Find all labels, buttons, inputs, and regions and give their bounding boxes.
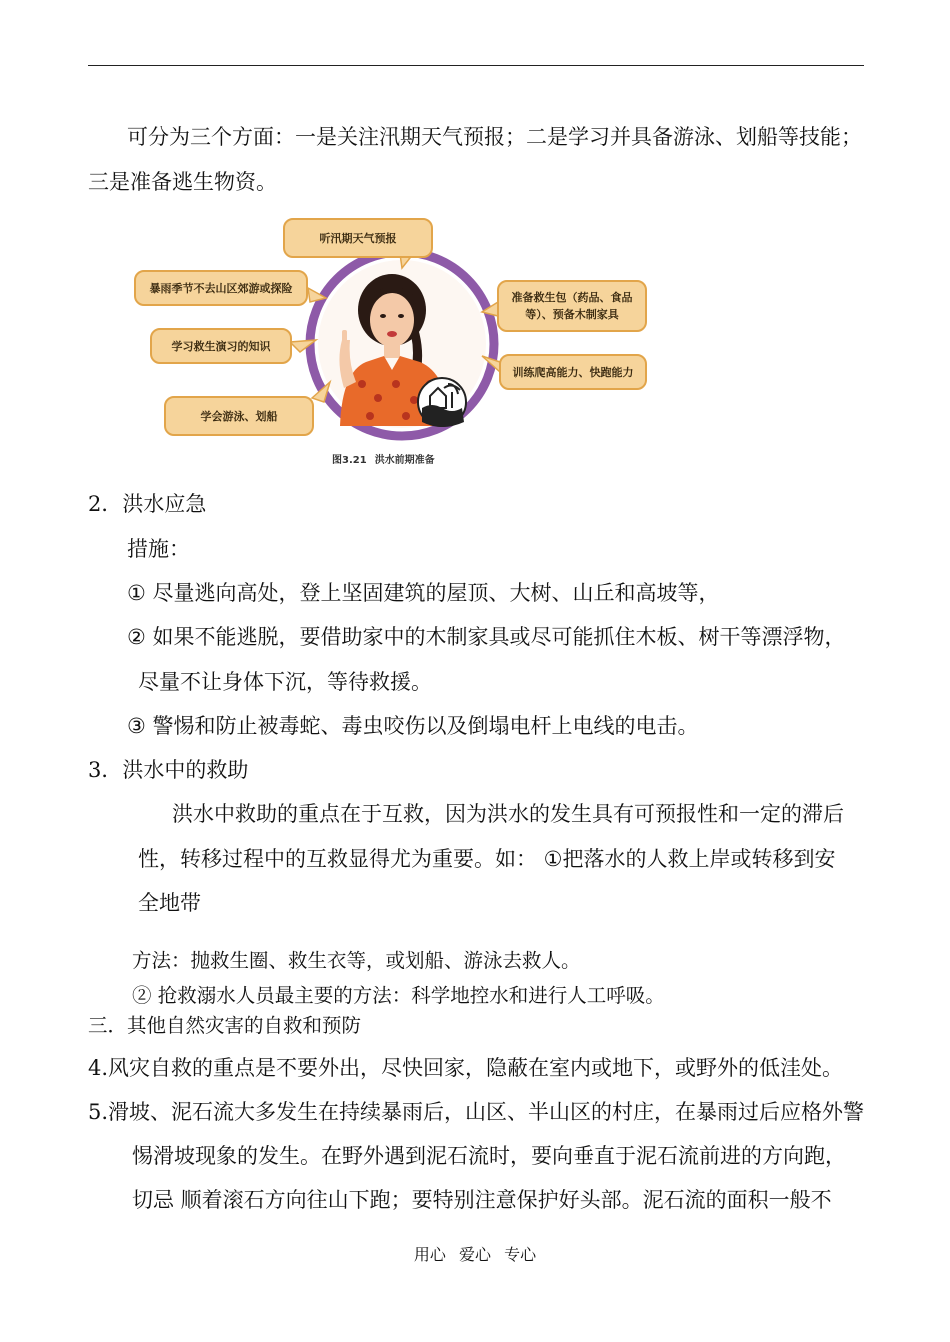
item-5-line-3: 切忌 顺着滚石方向往山下跑；要特别注意保护好头部。泥石流的面积一般不 xyxy=(132,1188,832,1212)
rescue-item-2: ② 抢救溺水人员最主要的方法：科学地控水和进行人工呼吸。 xyxy=(132,984,665,1007)
item-4 xyxy=(88,1054,843,1082)
item-5-line-2: 惕滑坡现象的发生。在野外遇到泥石流时，要向垂直于泥石流前进的方向跑， xyxy=(132,1144,846,1168)
bubble-rescue-drill-knowledge: 学习救生演习的知识 xyxy=(150,328,292,364)
rescue-method: 方法：抛救生圈、救生衣等，或划船、游泳去救人。 xyxy=(132,949,581,972)
section-2-title: 洪水应急 xyxy=(122,492,207,516)
section-3-heading xyxy=(88,756,248,784)
item-5-line-1 xyxy=(88,1098,864,1126)
item-5-number: 5. xyxy=(88,1100,109,1124)
figure-caption-number: 图3.21 xyxy=(332,455,367,466)
page-footer xyxy=(0,1244,950,1266)
measure-item-2-line-1: ② 如果不能逃脱，要借助家中的木制家具或尽可能抓住木板、树干等漂浮物， xyxy=(127,625,846,649)
intro-line-1: 可分为三个方面：一是关注汛期天气预报；二是学习并具备游泳、划船等技能； xyxy=(127,125,862,149)
section-2-number: 2． xyxy=(88,492,123,516)
bubble-prepare-survival-kit: 准备救生包（药品、食品等）、预备木制家具 xyxy=(497,280,647,332)
bubble-learn-swimming: 学会游泳、划船 xyxy=(164,396,314,436)
face xyxy=(370,293,414,347)
measures-label: 措施： xyxy=(127,537,190,561)
item-4-text: 风灾自救的重点是不要外出，尽快回家，隐蔽在室内或地下，或野外的低洼处。 xyxy=(108,1056,844,1080)
bubble-no-mountain-trips: 暴雨季节不去山区郊游或探险 xyxy=(134,270,308,306)
rescue-paragraph-line-3: 全地带 xyxy=(138,891,201,915)
measure-item-2-line-2: 尽量不让身体下沉，等待救援。 xyxy=(138,670,432,694)
measure-item-3: ③ 警惕和防止被毒蛇、毒虫咬伤以及倒塌电杆上电线的电击。 xyxy=(127,714,699,738)
rescue-paragraph-line-1: 洪水中救助的重点在于互救，因为洪水的发生具有可预报性和一定的滞后 xyxy=(172,802,844,826)
section-3-title: 洪水中的救助 xyxy=(122,758,249,782)
footer-word-1: 用心 xyxy=(413,1245,446,1264)
figure-caption xyxy=(332,451,435,466)
bubble-weather-forecast: 听汛期天气预报 xyxy=(283,218,433,258)
footer-word-3: 专心 xyxy=(504,1245,537,1264)
section-three-heading: 三．其他自然灾害的自救和预防 xyxy=(88,1014,362,1037)
bubble-train-climbing-running: 训练爬高能力、快跑能力 xyxy=(499,354,647,390)
measure-item-1: ① 尽量逃向高处，登上坚固建筑的屋顶、大树、山丘和高坡等， xyxy=(127,581,720,605)
rescue-paragraph-line-2: 性，转移过程中的互救显得尤为重要。如： ①把落水的人救上岸或转移到安 xyxy=(138,847,836,871)
intro-line-2: 三是准备逃生物资。 xyxy=(88,170,277,194)
section-2-heading xyxy=(88,490,206,518)
footer-word-2: 爱心 xyxy=(458,1245,491,1264)
header-rule xyxy=(88,65,864,66)
section-3-number: 3． xyxy=(88,758,123,782)
item-4-number: 4. xyxy=(88,1056,109,1080)
figure-caption-text: 洪水前期准备 xyxy=(374,455,435,466)
flood-preparation-figure xyxy=(130,212,650,470)
item-5-text-line-1: 滑坡、泥石流大多发生在持续暴雨后，山区、半山区的村庄，在暴雨过后应格外警 xyxy=(108,1100,865,1124)
